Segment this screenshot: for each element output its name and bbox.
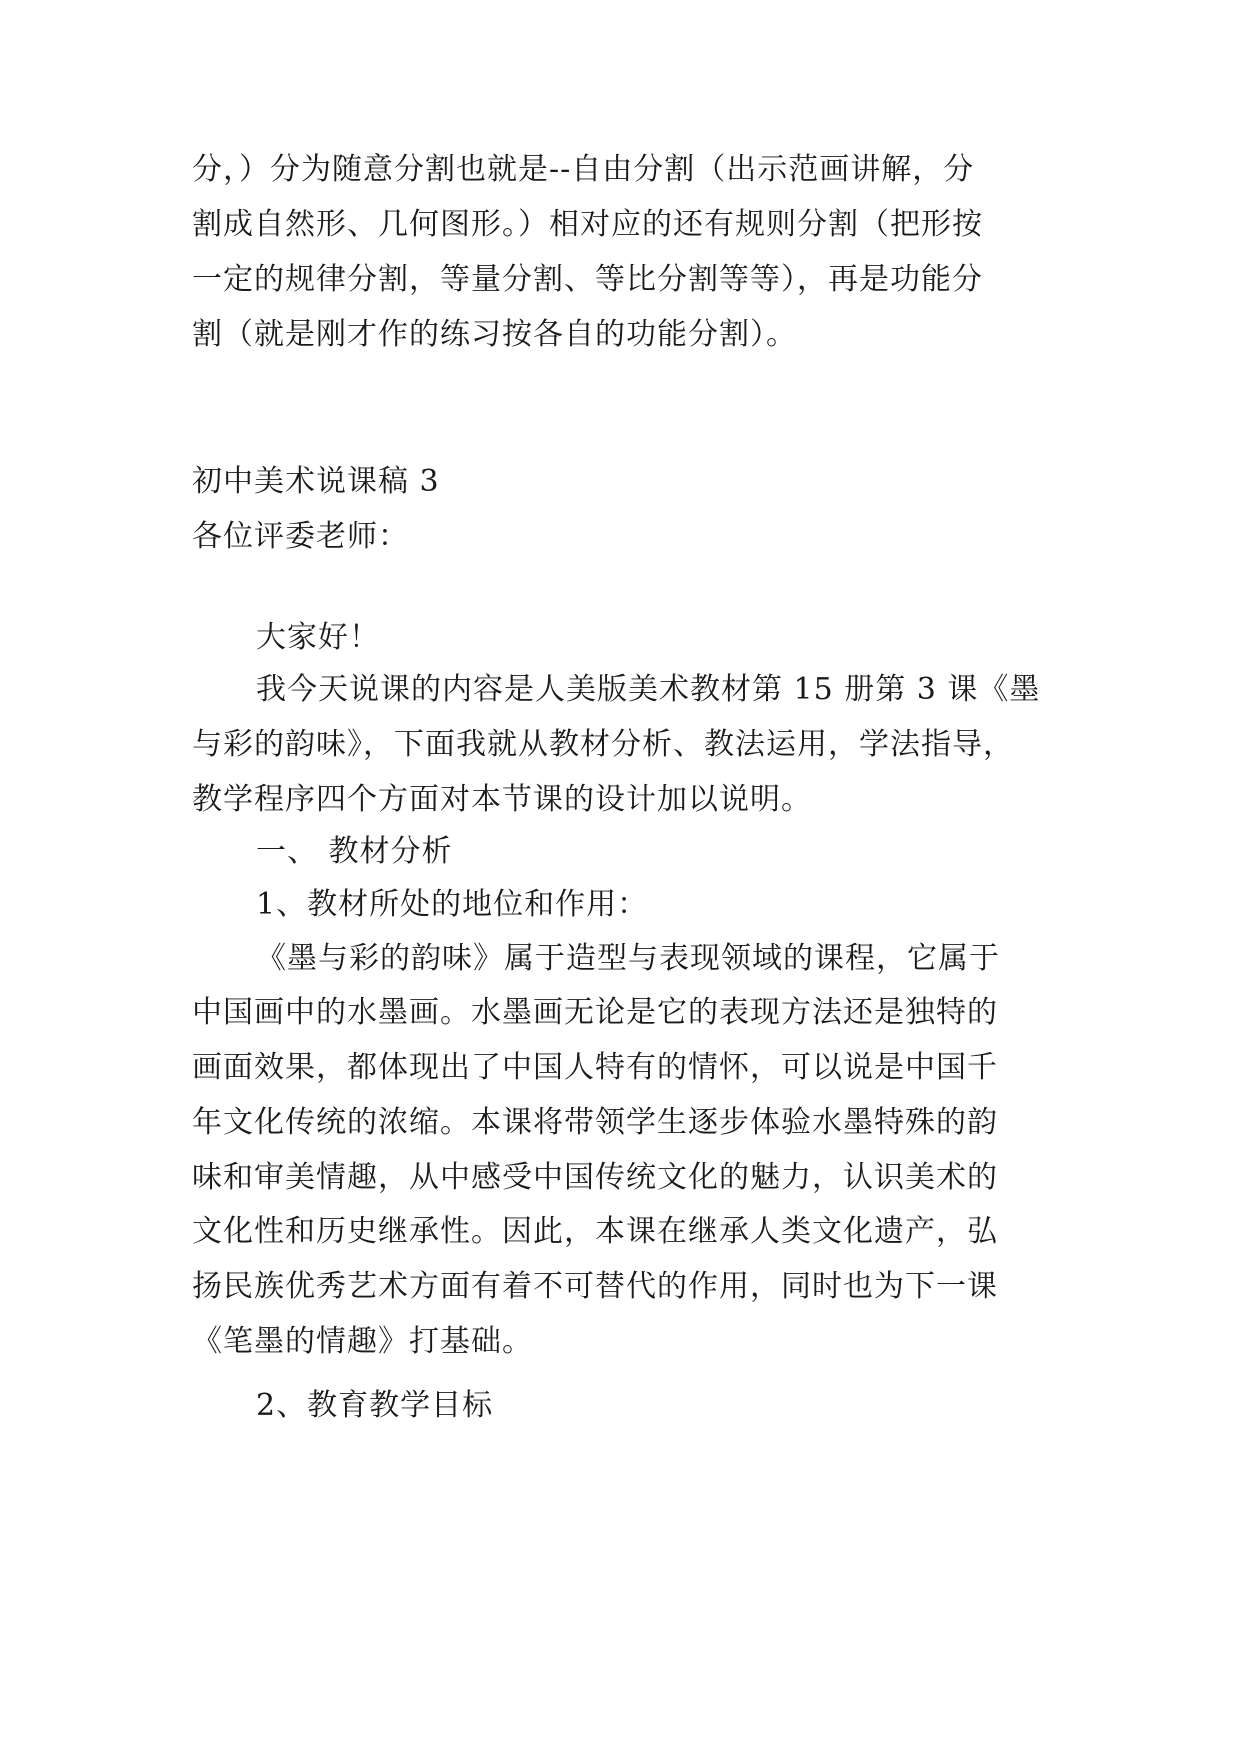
paragraph-line: 教学程序四个方面对本节课的设计加以说明。 xyxy=(192,782,812,817)
paragraph-line: 文化性和历史继承性。因此，本课在继承人类文化遗产，弘 xyxy=(192,1214,998,1249)
paragraph-line: 割成自然形、几何图形。）相对应的还有规则分割（把形按 xyxy=(192,207,983,242)
paragraph-line: 中国画中的水墨画。水墨画无论是它的表现方法还是独特的 xyxy=(192,995,998,1030)
paragraph-line: 《墨与彩的韵味》属于造型与表现领域的课程，它属于 xyxy=(256,941,1000,976)
paragraph-line: 《笔墨的情趣》打基础。 xyxy=(192,1324,533,1359)
paragraph-line: 味和审美情趣，从中感受中国传统文化的魅力，认识美术的 xyxy=(192,1160,998,1195)
paragraph-line: 分，）分为随意分割也就是--自由分割（出示范画讲解，分 xyxy=(192,152,975,187)
paragraph-line: 一定的规律分割，等量分割、等比分割等等），再是功能分 xyxy=(192,262,983,297)
paragraph-line: 与彩的韵味》，下面我就从教材分析、教法运用，学法指导， xyxy=(192,727,1014,762)
paragraph-line: 割（就是刚才作的练习按各自的功能分割）。 xyxy=(192,317,797,352)
paragraph-line: 年文化传统的浓缩。本课将带领学生逐步体验水墨特殊的韵 xyxy=(192,1105,998,1140)
salutation: 各位评委老师： xyxy=(192,519,409,554)
greeting: 大家好！ xyxy=(256,620,380,655)
paragraph-line: 画面效果，都体现出了中国人特有的情怀，可以说是中国千 xyxy=(192,1050,998,1085)
document-title: 初中美术说课稿 3 xyxy=(192,464,440,499)
paragraph-line: 扬民族优秀艺术方面有着不可替代的作用，同时也为下一课 xyxy=(192,1269,998,1304)
subsection-heading: 1、教材所处的地位和作用： xyxy=(256,887,649,922)
paragraph-line: 我今天说课的内容是人美版美术教材第 15 册第 3 课《墨 xyxy=(256,672,1041,707)
subsection-heading: 2、教育教学目标 xyxy=(256,1388,494,1423)
section-heading: 一、 教材分析 xyxy=(256,834,453,869)
